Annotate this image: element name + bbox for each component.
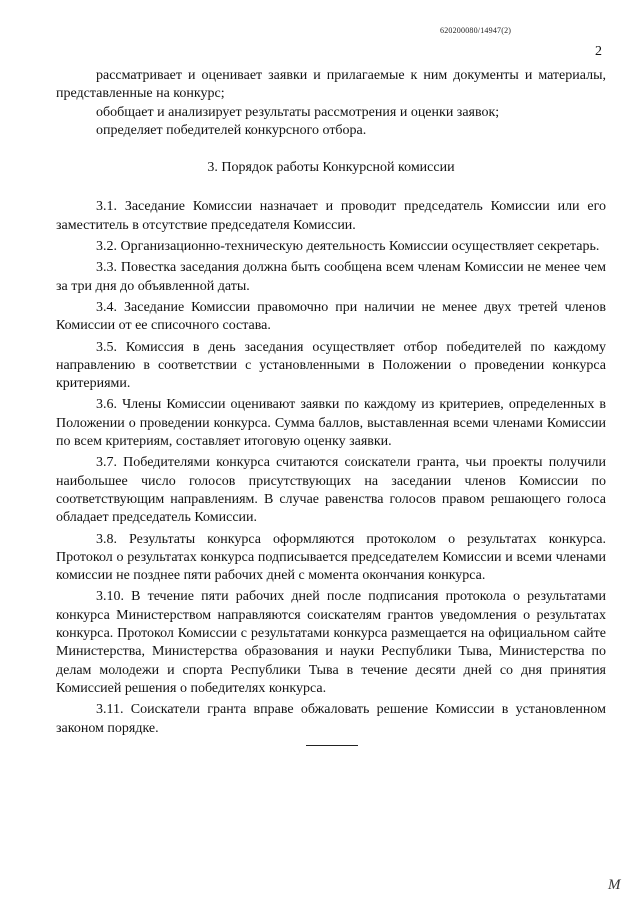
intro-paragraph: определяет победителей конкурсного отбора. (96, 122, 367, 138)
page-number: 2 (595, 44, 602, 59)
clause-3-8: 3.8. Результаты конкурса оформляются протоколом о результатах конкурса. Протокол о результатах конкурса подписывается председателем Комиссии и всеми членами комиссии не позднее пяти рабочих дней с момента окончания конкурса. (56, 531, 606, 584)
document-code: 620200080/14947(2) (440, 26, 512, 35)
clause-3-3: 3.3. Повестка заседания должна быть сообщена всем членам Комиссии не менее чем за три дня до объявленной даты. (56, 260, 606, 294)
clause-3-11: 3.11. Соискатели гранта вправе обжаловать решение Комиссии в установленном законом порядке. (56, 702, 606, 736)
clause-3-10: 3.10. В течение пяти рабочих дней после подписания протокола о результатами конкурса Министерством направляются соискателям грантов уведомления о результатах конкурса. Протокол Комиссии с результатами конкурса размещается на официальном сайте Министерства, Министерства образования и науки Республики Тыва, Министерства по делам молодежи и спорта Республики Тыва в течение десяти дней со дня принятия Комиссией решения о победителях конкурса. (56, 589, 606, 696)
clause-3-6: 3.6. Члены Комиссии оценивают заявки по каждому из критериев, определенных в Положении о проведении конкурса. Сумма баллов, выставленная всеми членами Комиссии по всем критериям, составляет итоговую оценку заявки. (56, 397, 606, 450)
clause-3-7: 3.7. Победителями конкурса считаются соискатели гранта, чьи проекты получили наибольшее число голосов присутствующих на заседании членов Комиссии по соответствующим направлениям. В случае равенства голосов правом решающего голоса обладает председатель Комиссии. (56, 455, 606, 526)
intro-paragraph: рассматривает и оценивает заявки и прилагаемые к ним документы и материалы, представленные на конкурс; (56, 68, 606, 102)
intro-paragraph: обобщает и анализирует результаты рассмотрения и оценки заявок; (96, 104, 500, 120)
document-body (56, 67, 606, 738)
end-separator-line (306, 745, 358, 746)
clause-3-5: 3.5. Комиссия в день заседания осуществляет отбор победителей по каждому направлению в соответствии с установленными в Положении о проведении конкурса критериями. (56, 339, 606, 392)
handwritten-initials: M (608, 877, 621, 893)
clause-3-4: 3.4. Заседание Комиссии правомочно при наличии не менее двух третей членов Комиссии от ее списочного состава. (56, 299, 606, 334)
clause-3-2: 3.2. Организационно-техническую деятельность Комиссии осуществляет секретарь. (96, 239, 600, 255)
section-title: 3. Порядок работы Конкурсной комиссии (207, 160, 455, 176)
clause-3-1: 3.1. Заседание Комиссии назначает и проводит председатель Комиссии или его заместитель в отсутствие председателя Комиссии. (56, 199, 606, 233)
